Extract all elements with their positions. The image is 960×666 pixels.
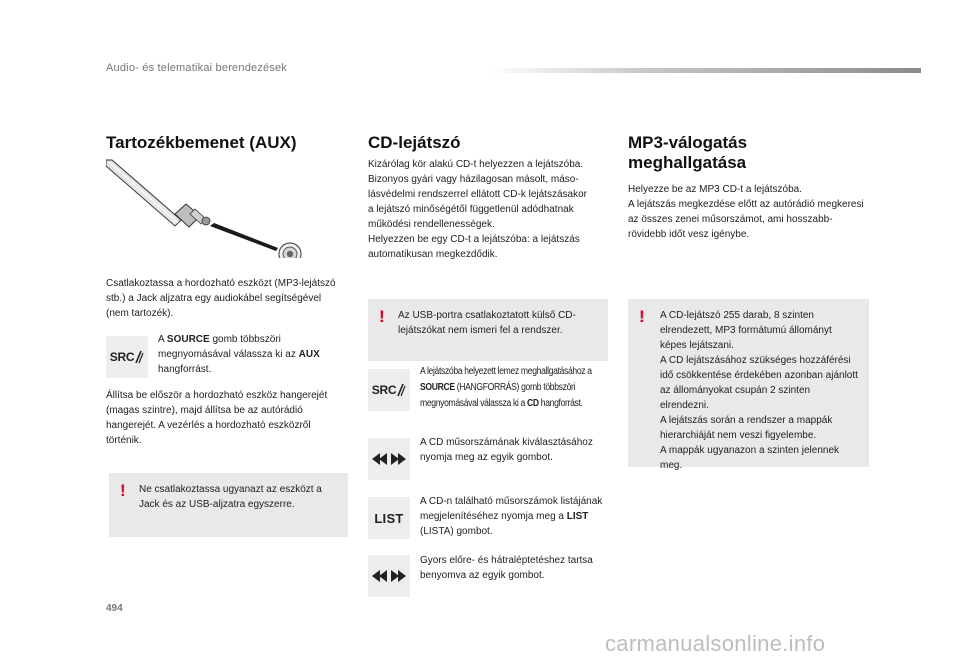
- src-icon-label: SRC: [371, 383, 397, 397]
- cd-warning-text: Az USB-portra csatlakoztatott külső CD-lejátszókat nem ismeri fel a rendszer.: [398, 310, 576, 336]
- src-slash-icon: [396, 383, 406, 397]
- aux-src-instruction: [158, 332, 348, 377]
- aux-warning-box: [109, 473, 348, 537]
- cd-list-instruction: [420, 494, 605, 539]
- mp3-intro: [628, 182, 868, 242]
- mp3-title-line-2: meghallgatása: [628, 153, 747, 172]
- list-icon-label: LIST: [374, 510, 404, 526]
- cd-src-text-c: (HANGFORRÁS) gomb többszöri megnyomásával válassza ki a: [420, 382, 576, 409]
- cd-paragraph-1: Kizárólag kör alakú CD-t helyezzen a lejátszóba.: [368, 159, 584, 170]
- cd-list-keyword: LIST: [566, 511, 589, 522]
- prev-next-buttons-icon: [368, 438, 410, 480]
- src-button-icon: [106, 336, 148, 378]
- aux-src-text-a: A: [158, 334, 167, 345]
- warning-exclamation-icon: !: [379, 307, 385, 326]
- mp3-title-line-1: MP3-válogatás: [628, 133, 748, 152]
- rewind-forward-icon: [372, 452, 406, 466]
- mp3-warning-line-1: A CD-lejátszó 255 darab, 8 szinten elrendezett, MP3 formátumú állományt képes lejátszani.: [660, 310, 832, 351]
- mp3-warning-line-2: A CD lejátszásához szükséges hozzáférési idő csökkentése érdekében azonban ajánlott az állományokat csupán 2 szinten elrendezni.: [660, 355, 858, 411]
- mp3-warning-line-4: A mappák ugyanazon a szinten jelennek meg.: [660, 445, 840, 471]
- cd-src-text-e: hangforrást.: [538, 398, 583, 409]
- src-button-icon: [368, 369, 410, 411]
- mp3-warning-box: [628, 299, 869, 471]
- src-slash-icon: [134, 350, 144, 364]
- cd-title: CD-lejátszó: [368, 133, 461, 152]
- cd-seek-text: Gyors előre- és hátraléptetéshez tartsa benyomva az egyik gombot.: [420, 555, 593, 581]
- warning-exclamation-icon: !: [120, 481, 126, 500]
- aux-src-keyword: SOURCE: [166, 334, 210, 345]
- cd-warning-box: [368, 299, 608, 361]
- cd-paragraph-3: Helyezzen be egy CD-t a lejátszóba: a lejátszás automatikusan megkezdődik.: [368, 234, 580, 260]
- section-header: Audio- és telematikai berendezések: [106, 62, 288, 74]
- cd-paragraph-2: Bizonyos gyári vagy házilagosan másolt, másolásvédelmi rendszerrel ellátott CD-k lejátszásakor a lejátszó minőségétől függetlenül adódhatnak működési rendellenességek.: [368, 174, 587, 230]
- aux-warning-text: Ne csatlakoztassa ugyanazt az eszközt a Jack és az USB-aljzatra egyszerre.: [139, 484, 322, 510]
- aux-paragraph-1: Csatlakoztassa a hordozható eszközt (MP3-lejátszó stb.) a Jack aljzatra egy audiokábel segítségével (nem tartozék).: [106, 278, 336, 319]
- cd-src-text-a: A lejátszóba helyezett lemez meghallgatásához a: [420, 366, 592, 377]
- mp3-paragraph-1: Helyezze be az MP3 CD-t a lejátszóba.: [628, 184, 802, 195]
- aux-src-text-e: hangforrást.: [158, 364, 212, 375]
- aux-src-text-c: gomb többszöri megnyomásával válassza ki az: [158, 334, 299, 360]
- cd-src-keyword: SOURCE: [420, 382, 455, 393]
- aux-paragraph-2: Állítsa be először a hordozható eszköz hangerejét (magas szintre), majd állítsa be az autórádió hangerejét. A vezérlés a hordozható eszközről történik.: [106, 390, 328, 446]
- cd-intro: [368, 157, 588, 262]
- mp3-title: [628, 133, 747, 173]
- src-icon-label: SRC: [109, 350, 135, 364]
- jack-plug-illustration: [106, 158, 306, 258]
- cd-src-instruction: [420, 364, 614, 412]
- aux-title: Tartozékbemenet (AUX): [106, 133, 297, 152]
- mp3-warning-line-3: A lejátszás során a rendszer a mappák hierarchiáját nem veszi figyelembe.: [660, 415, 833, 441]
- aux-src-aux-keyword: AUX: [298, 349, 320, 360]
- seek-buttons-icon: [368, 555, 410, 597]
- cd-list-text-a: A CD-n található műsorszámok listájának megjelenítéséhez nyomja meg a: [420, 496, 603, 522]
- warning-exclamation-icon: !: [639, 307, 645, 326]
- cd-list-text-c: (LISTA) gombot.: [420, 526, 493, 537]
- cd-select-track-text: A CD műsorszámának kiválasztásához nyomja meg az egyik gombot.: [420, 437, 593, 463]
- watermark: carmanualsonline.info: [605, 631, 826, 656]
- page-number: 494: [106, 603, 123, 614]
- header-gradient-bar: [488, 68, 921, 73]
- list-button-icon: [368, 497, 410, 539]
- mp3-paragraph-2: A lejátszás megkezdése előtt az autórádió megkeresi az összes zenei műsorszámot, ami hosszabb-rövidebb időt vesz igénybe.: [628, 199, 864, 240]
- cd-src-cd-keyword: CD: [527, 398, 539, 409]
- rewind-forward-icon: [372, 569, 406, 583]
